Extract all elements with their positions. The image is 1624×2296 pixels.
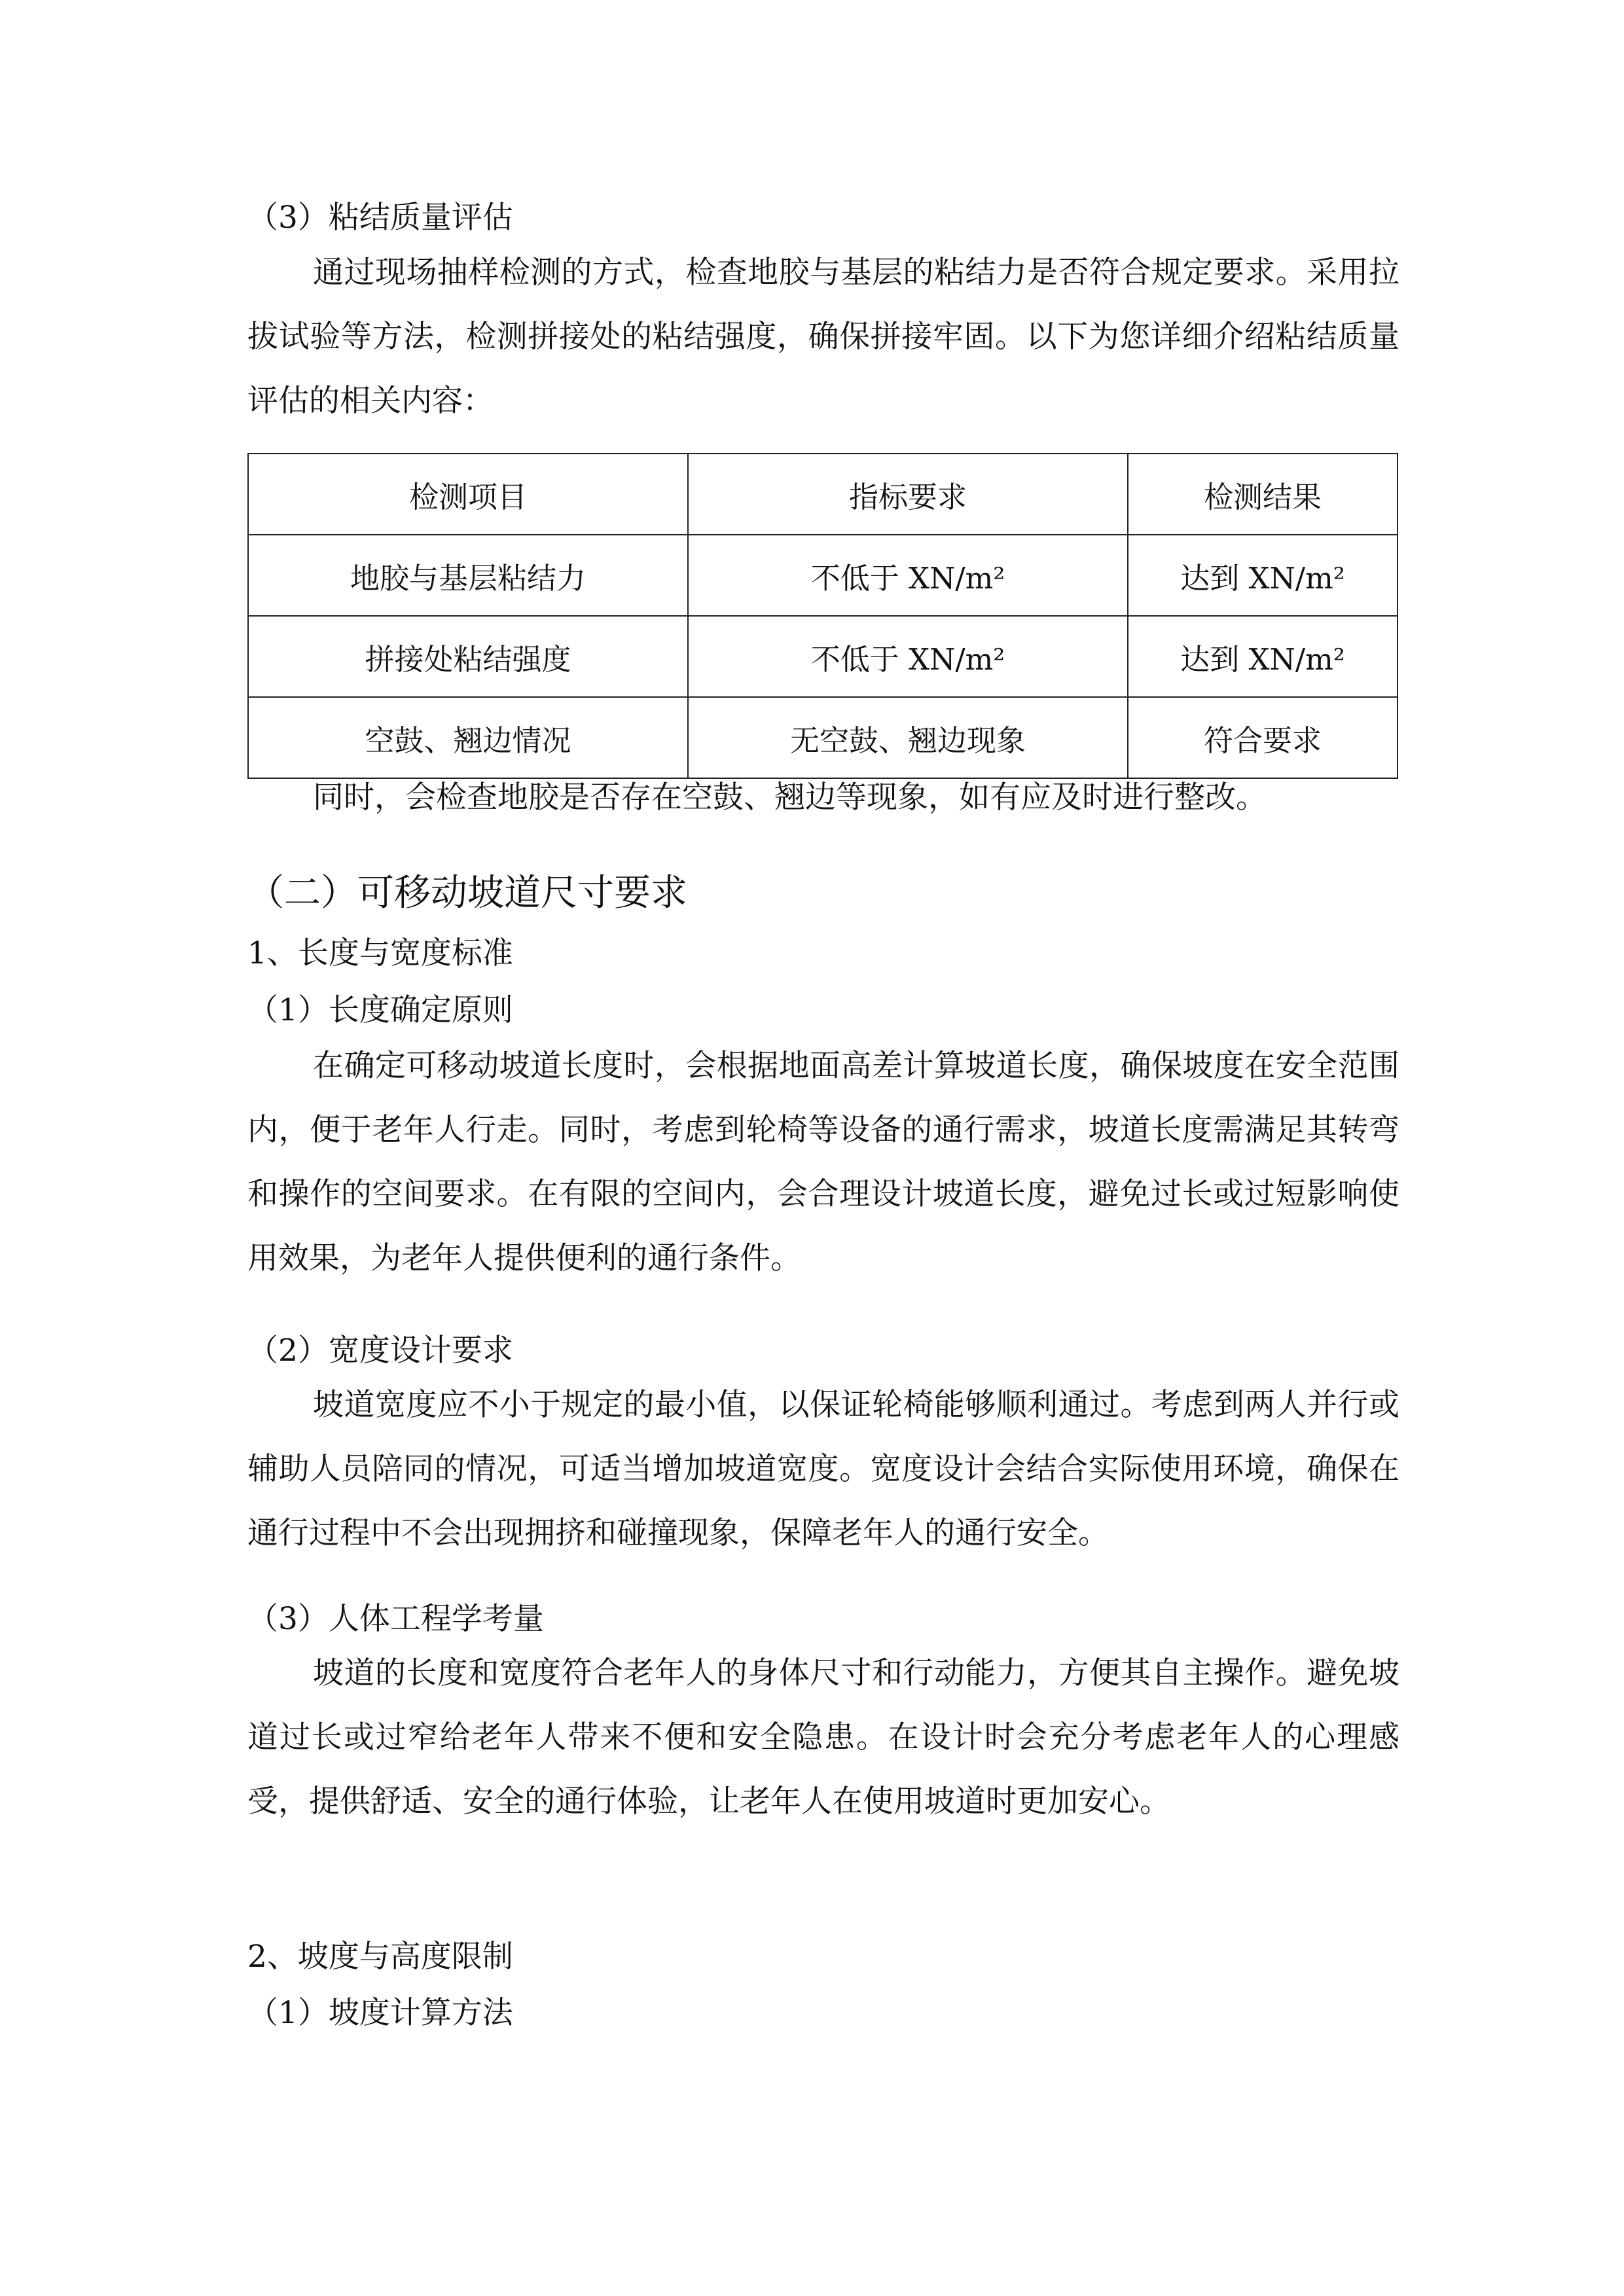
- table-cell: 无空鼓、翘边现象: [688, 697, 1128, 778]
- table-row: [248, 616, 1398, 697]
- table-header-cell: 检测项目: [248, 454, 688, 535]
- paragraph-after-table: 同时，会检查地胶是否存在空鼓、翘边等现象，如有应及时进行整改。: [313, 780, 1267, 816]
- table-cell: 达到 XN/m²: [1128, 616, 1398, 697]
- paragraph-width: 坡道宽度应不小于规定的最小值，以保证轮椅能够顺利通过。考虑到两人并行或辅助人员陪同的情况，可适当增加坡道宽度。宽度设计会结合实际使用环境，确保在通行过程中不会出现拥挤和碰撞现象，保障老年人的通行安全。: [247, 1387, 1399, 1551]
- table-header-cell: 指标要求: [688, 454, 1128, 535]
- table-header-row: [248, 454, 1398, 535]
- table-cell: 符合要求: [1128, 697, 1398, 778]
- subsection-title-slope-height: 2、坡度与高度限制: [247, 1939, 513, 1975]
- paragraph-bonding-quality: 通过现场抽样检测的方式，检查地胶与基层的粘结力是否符合规定要求。采用拉拔试验等方法，检测拼接处的粘结强度，确保拼接牢固。以下为您详细介绍粘结质量评估的相关内容：: [247, 255, 1399, 419]
- subsection-title-length-width: 1、长度与宽度标准: [247, 935, 513, 971]
- table-row: [248, 697, 1398, 778]
- item-title-ergonomics: （3）人体工程学考量: [247, 1601, 544, 1637]
- paragraph-length: 在确定可移动坡道长度时，会根据地面高差计算坡道长度，确保坡度在安全范围内，便于老年人行走。同时，考虑到轮椅等设备的通行需求，坡道长度需满足其转弯和操作的空间要求。在有限的空间内，会合理设计坡道长度，避免过长或过短影响使用效果，为老年人提供便利的通行条件。: [247, 1048, 1399, 1276]
- table-header-cell: 检测结果: [1128, 454, 1398, 535]
- section-title-ramp-size: （二）可移动坡道尺寸要求: [247, 872, 687, 914]
- inspection-table: [247, 453, 1398, 779]
- table-cell: 不低于 XN/m²: [688, 616, 1128, 697]
- item-title-slope-calculation: （1）坡度计算方法: [247, 1995, 513, 2031]
- item-title-length: （1）长度确定原则: [247, 992, 513, 1028]
- table-cell: 空鼓、翘边情况: [248, 697, 688, 778]
- table-row: [248, 535, 1398, 616]
- table-cell: 不低于 XN/m²: [688, 535, 1128, 616]
- paragraph-ergonomics: 坡道的长度和宽度符合老年人的身体尺寸和行动能力，方便其自主操作。避免坡道过长或过窄给老年人带来不便和安全隐患。在设计时会充分考虑老年人的心理感受，提供舒适、安全的通行体验，让老年人在使用坡道时更加安心。: [247, 1655, 1399, 1820]
- table-cell: 达到 XN/m²: [1128, 535, 1398, 616]
- table-cell: 拼接处粘结强度: [248, 616, 688, 697]
- table-cell: 地胶与基层粘结力: [248, 535, 688, 616]
- item-title-width: （2）宽度设计要求: [247, 1333, 513, 1369]
- section-title-bonding-quality: （3）粘结质量评估: [247, 200, 513, 236]
